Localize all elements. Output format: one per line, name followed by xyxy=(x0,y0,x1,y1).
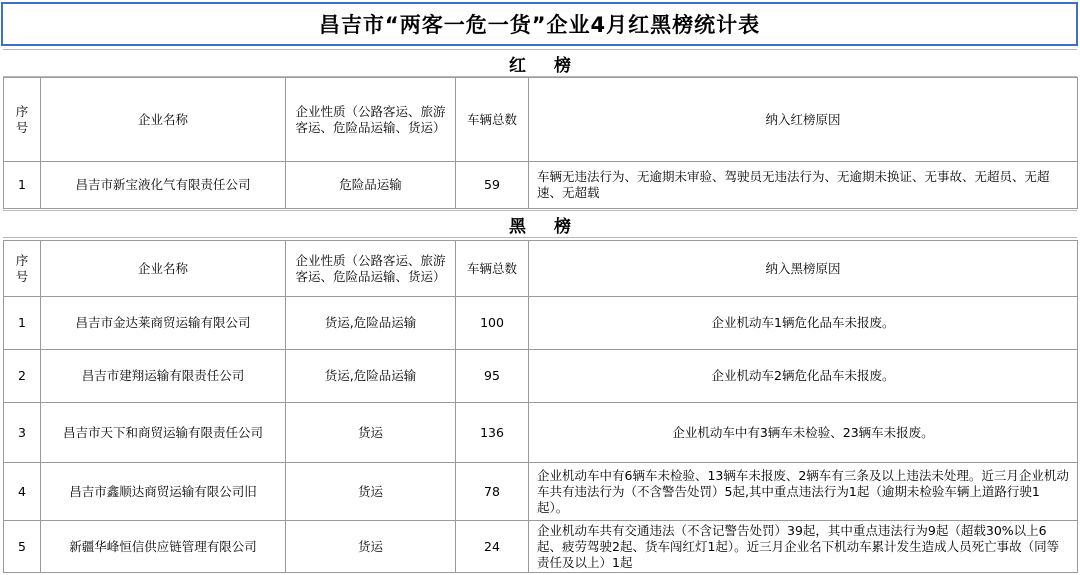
cell-count[interactable]: 100 xyxy=(456,297,529,350)
cell-name[interactable]: 昌吉市鑫顺达商贸运输有限公司旧 xyxy=(41,463,286,521)
cell-count[interactable]: 78 xyxy=(456,463,529,521)
sheet-title[interactable]: 昌吉市“两客一危一货”企业4月红黑榜统计表 xyxy=(1,2,1078,46)
red-header-row xyxy=(4,78,1078,162)
cell-no[interactable]: 1 xyxy=(4,297,41,350)
cell-type[interactable]: 货运,危险品运输 xyxy=(286,297,456,350)
cell-name[interactable]: 昌吉市建翔运输有限责任公司 xyxy=(41,350,286,403)
cell-name[interactable]: 昌吉市金达莱商贸运输有限公司 xyxy=(41,297,286,350)
cell-count[interactable]: 24 xyxy=(456,521,529,573)
table-row xyxy=(4,403,1078,463)
black-list-heading[interactable]: 黑榜 xyxy=(3,210,1077,238)
cell-type[interactable]: 货运 xyxy=(286,521,456,573)
table-row xyxy=(4,297,1078,350)
cell-type[interactable]: 危险品运输 xyxy=(286,162,456,209)
table-row xyxy=(4,463,1078,521)
cell-reason[interactable]: 车辆无违法行为、无逾期未审验、驾驶员无违法行为、无逾期未换证、无事故、无超员、无超速、无超载 xyxy=(529,162,1078,209)
table-row xyxy=(4,162,1078,209)
cell-reason[interactable]: 企业机动车中有3辆车未检验、23辆车未报废。 xyxy=(529,403,1078,463)
cell-reason[interactable]: 企业机动车中有6辆车未检验、13辆车未报废、2辆车有三条及以上违法未处理。近三月企业机动车共有违法行为（不含警告处罚）5起,其中重点违法行为1起（逾期未检验车辆上道路行驶1起）。 xyxy=(529,463,1078,521)
cell-reason[interactable]: 企业机动车共有交通违法（不含记警告处罚）39起，其中重点违法行为9起（超载30%以上6起、疲劳驾驶2起、货车闯红灯1起）。近三月企业名下机动车累计发生造成人员死亡事故（同等责任及以上）1起 xyxy=(529,521,1078,573)
cell-count[interactable]: 136 xyxy=(456,403,529,463)
cell-reason[interactable]: 企业机动车1辆危化品车未报废。 xyxy=(529,297,1078,350)
cell-no[interactable]: 1 xyxy=(4,162,41,209)
cell-reason[interactable]: 企业机动车2辆危化品车未报废。 xyxy=(529,350,1078,403)
cell-type[interactable]: 货运 xyxy=(286,403,456,463)
header-cell-name[interactable]: 企业名称 xyxy=(41,241,286,297)
cell-type[interactable]: 货运,危险品运输 xyxy=(286,350,456,403)
black-list-table xyxy=(3,240,1078,573)
cell-no[interactable]: 3 xyxy=(4,403,41,463)
cell-name[interactable]: 昌吉市新宝液化气有限责任公司 xyxy=(41,162,286,209)
header-cell-type[interactable]: 企业性质（公路客运、旅游客运、危险品运输、货运） xyxy=(286,78,456,162)
cell-name[interactable]: 新疆华峰恒信供应链管理有限公司 xyxy=(41,521,286,573)
cell-no[interactable]: 4 xyxy=(4,463,41,521)
table-row xyxy=(4,521,1078,573)
header-cell-count[interactable]: 车辆总数 xyxy=(456,78,529,162)
red-list-heading[interactable]: 红榜 xyxy=(3,49,1077,77)
cell-no[interactable]: 5 xyxy=(4,521,41,573)
black-header-row xyxy=(4,241,1078,297)
header-cell-count[interactable]: 车辆总数 xyxy=(456,241,529,297)
header-cell-reason[interactable]: 纳入黑榜原因 xyxy=(529,241,1078,297)
header-cell-name[interactable]: 企业名称 xyxy=(41,78,286,162)
cell-name[interactable]: 昌吉市天下和商贸运输有限责任公司 xyxy=(41,403,286,463)
cell-count[interactable]: 95 xyxy=(456,350,529,403)
header-cell-no[interactable]: 序号 xyxy=(4,241,41,297)
header-cell-reason[interactable]: 纳入红榜原因 xyxy=(529,78,1078,162)
header-cell-no[interactable]: 序号 xyxy=(4,78,41,162)
cell-count[interactable]: 59 xyxy=(456,162,529,209)
header-cell-type[interactable]: 企业性质（公路客运、旅游客运、危险品运输、货运） xyxy=(286,241,456,297)
cell-type[interactable]: 货运 xyxy=(286,463,456,521)
table-row xyxy=(4,350,1078,403)
red-list-table xyxy=(3,77,1078,209)
cell-no[interactable]: 2 xyxy=(4,350,41,403)
